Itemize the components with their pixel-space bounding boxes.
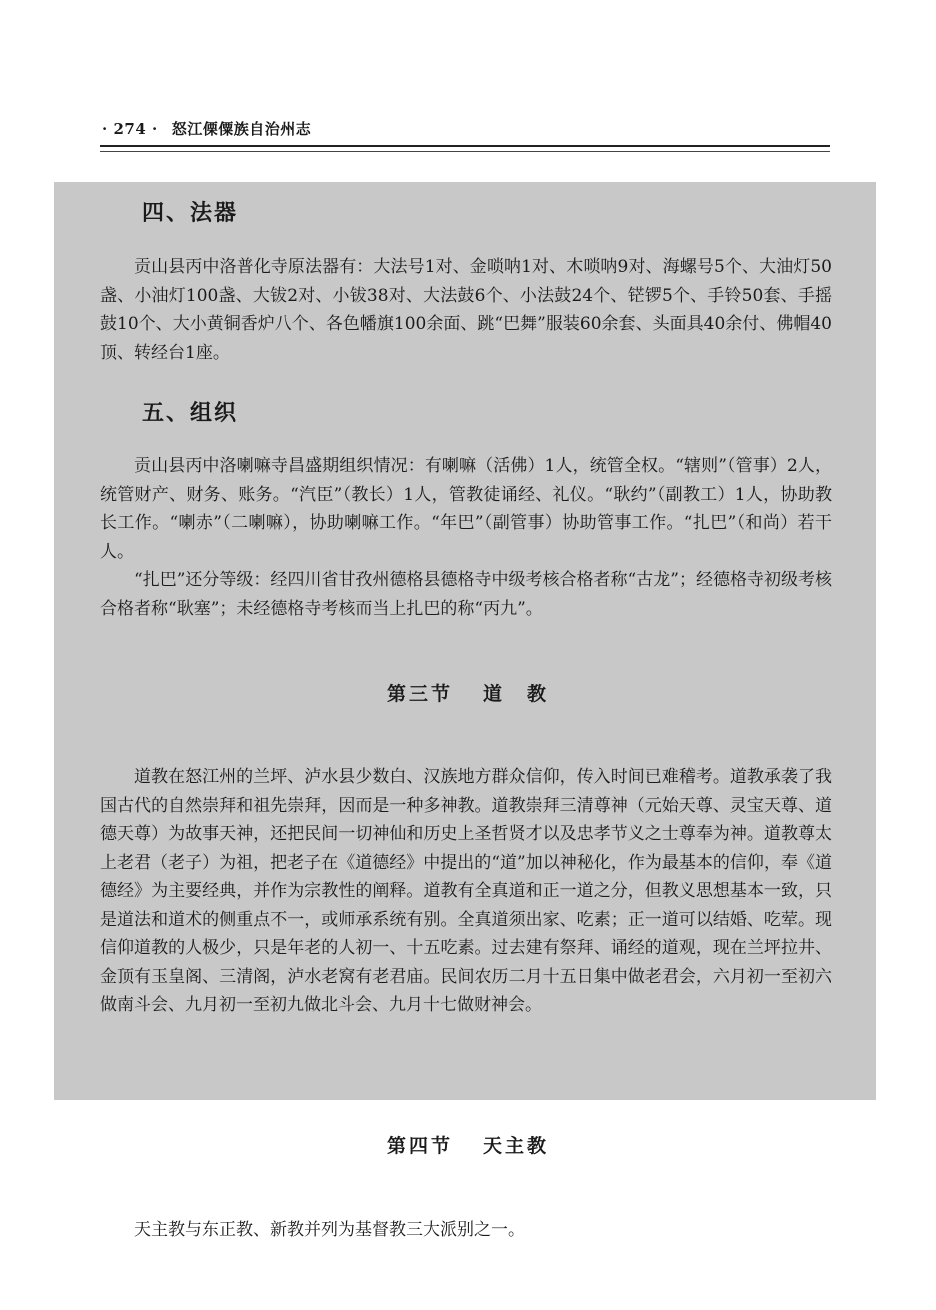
paragraph-taoism: 道教在怒江州的兰坪、泸水县少数白、汉族地方群众信仰，传入时间已难稽考。道教承袭了我国古代的自然崇拜和祖先崇拜，因而是一种多神教。道教崇拜三清尊神（元始天尊、灵宝天尊、道德天尊）为故事天神，还把民间一切神仙和历史上圣哲贤才以及忠孝节义之士尊奉为神。道教尊太上老君（老子）为祖，把老子在《道德经》中提出的“道”加以神秘化，作为最基本的信仰，奉《道德经》为主要经典，并作为宗教性的阐释。道教有全真道和正一道之分，但教义思想基本一致，只是道法和道术的侧重点不一，或师承系统有别。全真道须出家、吃素；正一道可以结婚、吃荤。现信仰道教的人极少，只是年老的人初一、十五吃素。过去建有祭拜、诵经的道观，现在兰坪拉井、金顶有玉皇阁、三清阁，泸水老窝有老君庙。民间农历二月十五日集中做老君会，六月初一至初六做南斗会、九月初一至初九做北斗会、九月十七做财神会。 bbox=[100, 767, 832, 1015]
paragraph-organization: 贡山县丙中洛喇嘛寺昌盛期组织情况：有喇嘛（活佛）1人，统管全权。“辖则”（管事）2人，统管财产、财务、账务。“汽臣”（教长）1人，管教徒诵经、礼仪。“耿约”（副教工）1人，协助教长工作。“喇赤”（二喇嘛），协助喇嘛工作。“年巴”（副管事）协助管事工作。“扎巴”（和尚）若干人。 bbox=[100, 456, 832, 562]
heading-organization: 五、组织 bbox=[142, 400, 239, 426]
section-title-taoism bbox=[0, 679, 936, 706]
paragraph-ritual-instruments: 贡山县丙中洛普化寺原法器有：大法号1对、金唢呐1对、木唢呐9对、海螺号5个、大油灯50盏、小油灯100盏、大钹2对、小钹38对、大法鼓6个、小法鼓24个、铓锣5个、手铃50套、手摇鼓10个、大小黄铜香炉八个、各色幡旗100余面、跳“巴舞”服装60余套、头面具40余付、佛帽40顶、转经台1座。 bbox=[100, 257, 832, 363]
section-name: 道 教 bbox=[483, 683, 550, 705]
running-header bbox=[102, 118, 830, 139]
header-rule-thin bbox=[100, 151, 830, 152]
page-number: · 274 · bbox=[102, 120, 158, 138]
section-label: 第三节 bbox=[386, 683, 453, 705]
header-rule-thick bbox=[100, 145, 830, 147]
paragraph-catholicism: 天主教与东正教、新教并列为基督教三大派别之一。 bbox=[134, 1220, 525, 1240]
section-name: 天主教 bbox=[483, 1135, 550, 1157]
section-label: 第四节 bbox=[386, 1135, 453, 1157]
book-title: 怒江傈僳族自治州志 bbox=[171, 120, 312, 138]
section-title-catholicism bbox=[0, 1131, 936, 1158]
paragraph-zhaba-ranks: “扎巴”还分等级：经四川省甘孜州德格县德格寺中级考核合格者称“古龙”；经德格寺初级考核合格者称“耿塞”；未经德格寺考核而当上扎巴的称“丙九”。 bbox=[100, 570, 832, 619]
heading-ritual-instruments: 四、法器 bbox=[142, 200, 239, 226]
